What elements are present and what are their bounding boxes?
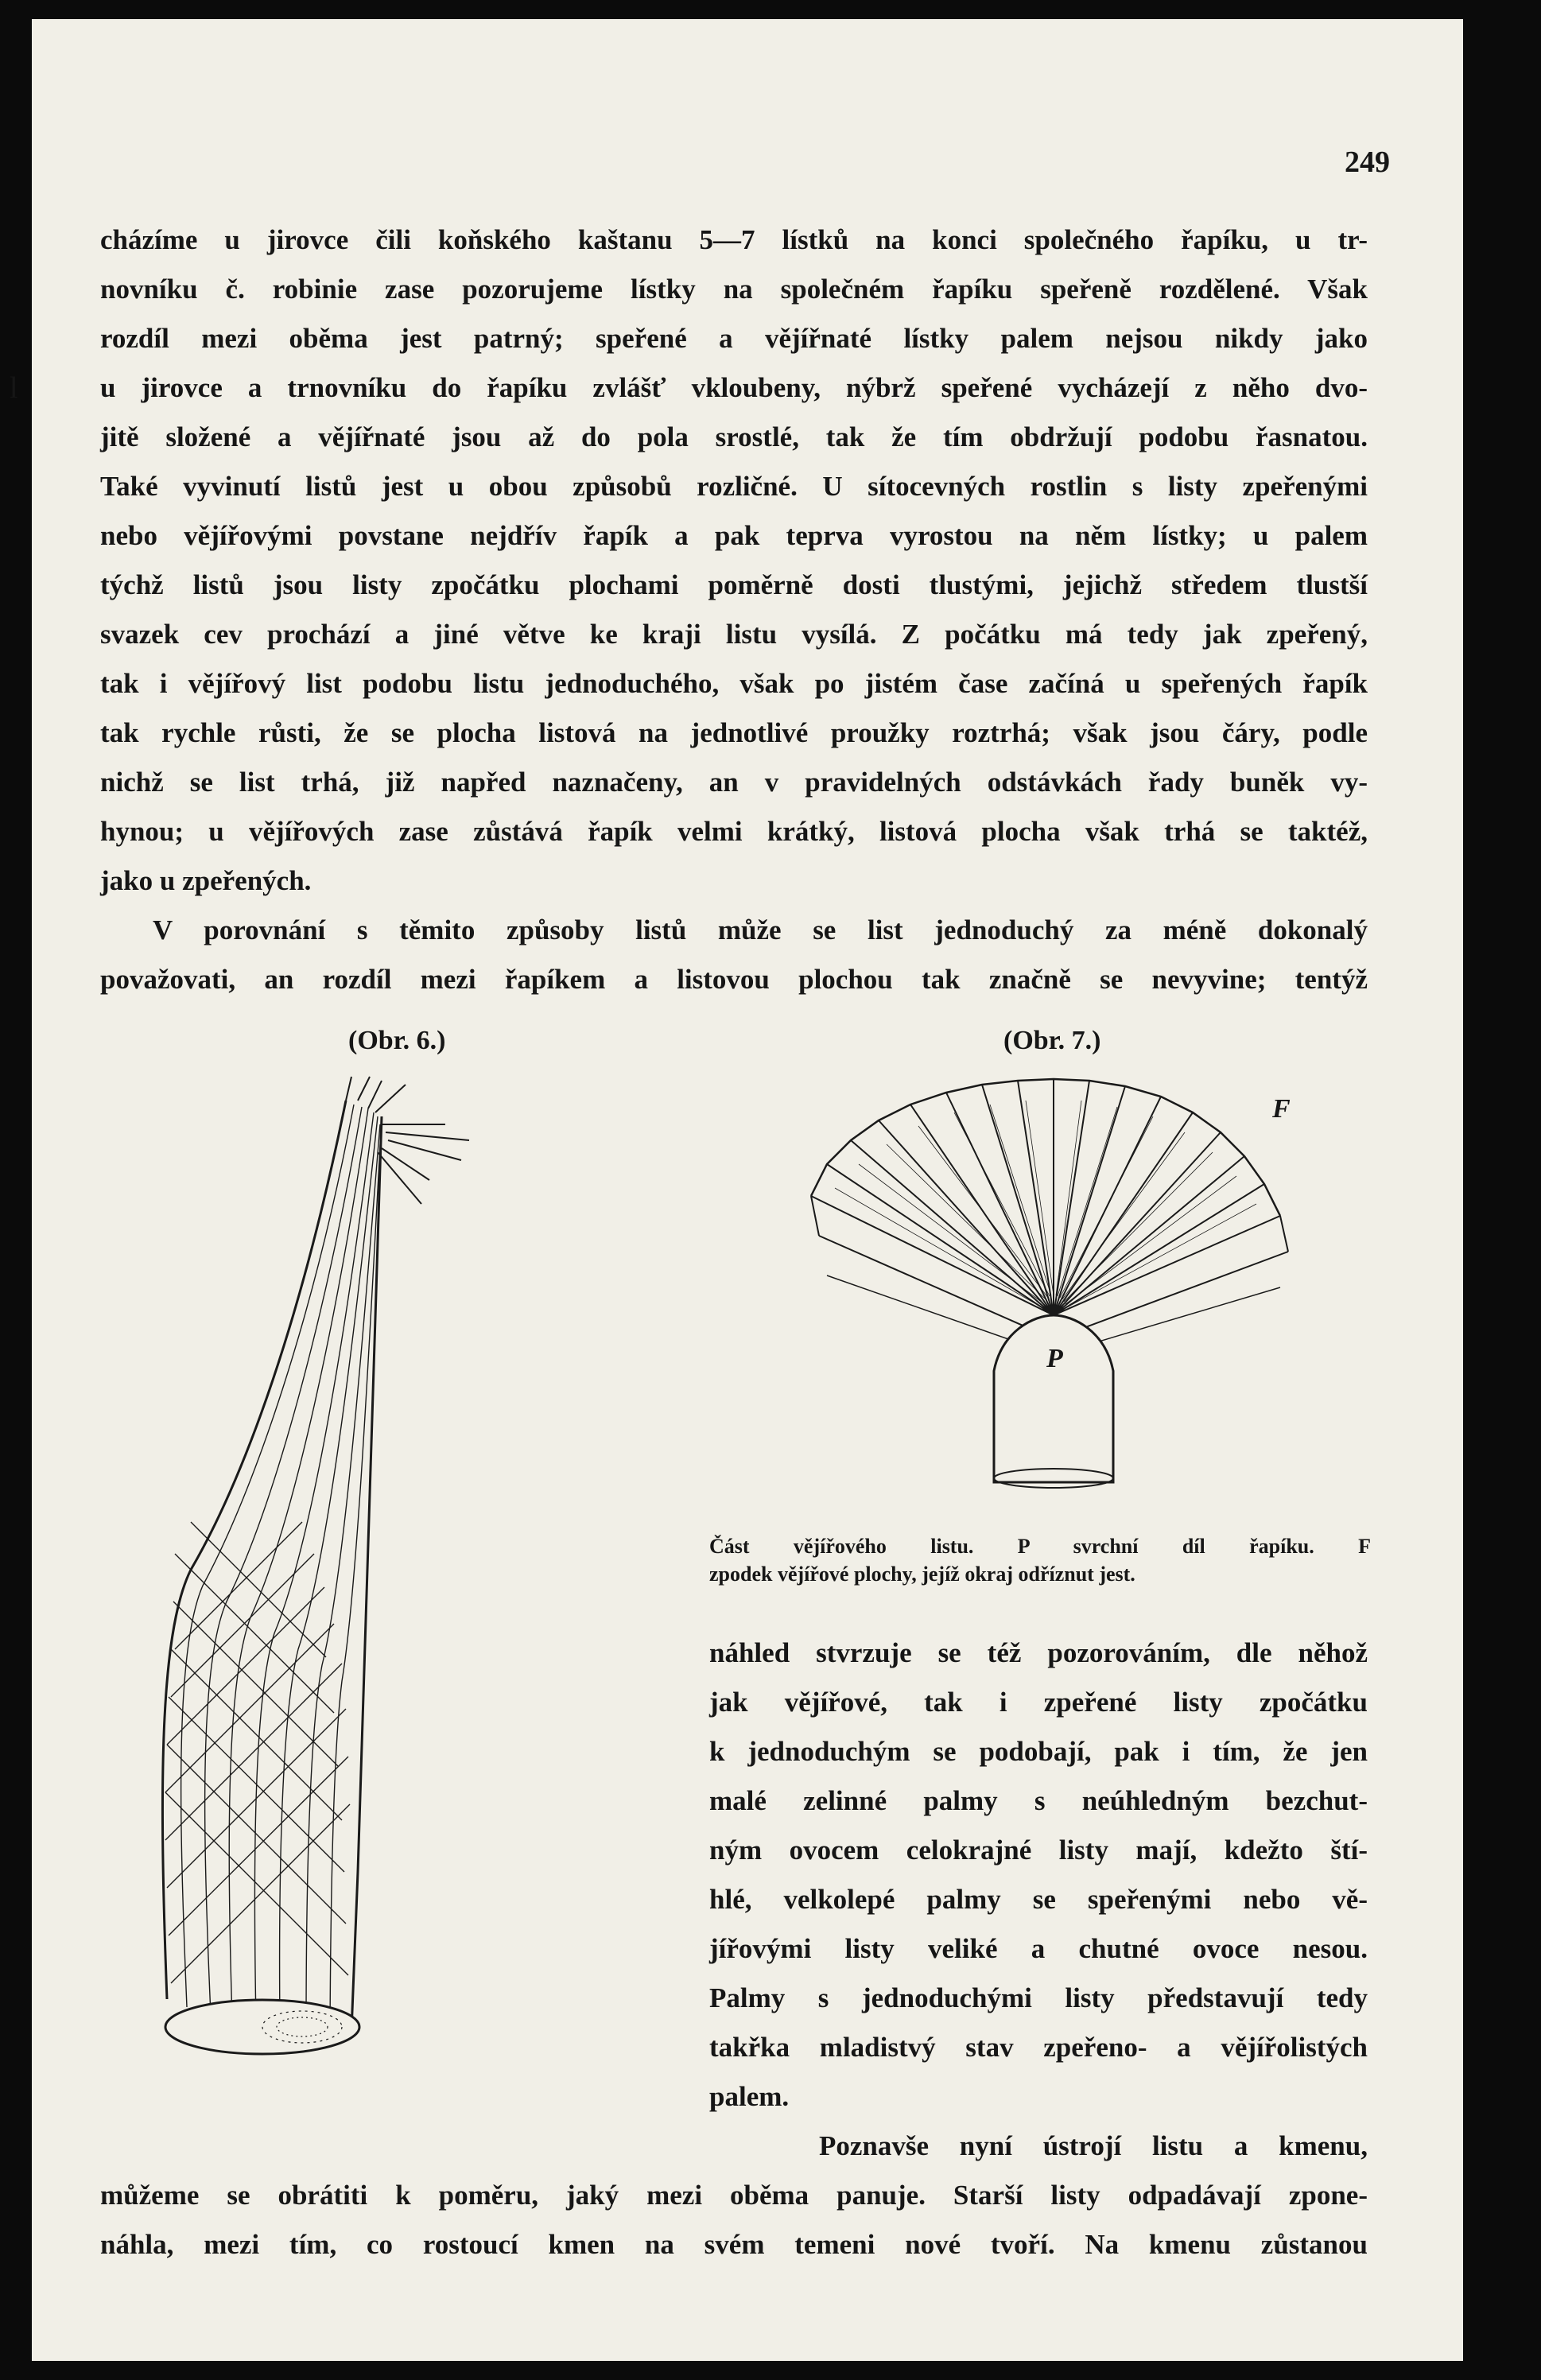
body-line: Také vyvinutí listů jest u obou způsobů rozličné. U sítocevných rostlin s listy zpeřenými — [100, 471, 1368, 502]
body-line: novníku č. robinie zase pozorujeme lístky na společném řapíku speřeně rozdělené. Však — [100, 274, 1368, 305]
body-line: ným ovocem celokrajné listy mají, kdežto ští- — [709, 1835, 1368, 1866]
margin-annotation: l — [10, 371, 18, 405]
body-line: jitě složené a vějířnaté jsou až do pola srostlé, tak že tím obdržují podobu řasnatou. — [100, 421, 1368, 452]
figure-7-letter-p: P — [1046, 1344, 1063, 1373]
body-line: Poznavše nyní ústrojí listu a kmenu, — [819, 2130, 1368, 2161]
body-line: k jednoduchým se podobají, pak i tím, že jen — [709, 1736, 1368, 1767]
body-line: tak i vějířový list podobu listu jednoduchého, však po jistém čase začíná u speřených řapík — [100, 668, 1368, 699]
body-line: takřka mladistvý stav zpeřeno- a vějířolistých — [709, 2032, 1368, 2063]
figure-7-illustration — [779, 1077, 1336, 1490]
figure-6-illustration — [143, 1077, 588, 2079]
body-line: považovati, an rozdíl mezi řapíkem a listovou plochou tak značně se nevyvine; tentýž — [100, 964, 1368, 995]
body-line: nebo vějířovými povstane nejdřív řapík a pak teprva vyrostou na něm lístky; u palem — [100, 520, 1368, 551]
body-line: nichž se list trhá, již napřed naznačeny, an v pravidelných odstávkách řady buněk vy- — [100, 767, 1368, 798]
book-page — [10, 19, 1463, 2361]
body-line: rozdíl mezi oběma jest patrný; speřené a vějířnaté lístky palem nejsou nikdy jako — [100, 323, 1368, 354]
body-line: Palmy s jednoduchými listy představují tedy — [709, 1982, 1368, 2013]
body-line: jířovými listy veliké a chutné ovoce nesou. — [709, 1933, 1368, 1964]
page-number: 249 — [1345, 146, 1390, 179]
body-line: hlé, velkolepé palmy se speřenými nebo vě- — [709, 1884, 1368, 1915]
figure-7-caption: zpodek vějířové plochy, jejíž okraj odříznut jest. — [709, 1563, 1135, 1586]
body-line: jako u zpeřených. — [100, 865, 312, 896]
body-line: cházíme u jirovce čili koňského kaštanu 5—7 lístků na konci společného řapíku, u tr- — [100, 224, 1368, 255]
figure-7-caption: Část vějířového listu. P svrchní díl řapíku. F — [709, 1535, 1371, 1558]
figure-6-label: (Obr. 6.) — [348, 1026, 446, 1055]
body-line: jak vějířové, tak i zpeřené listy zpočátku — [709, 1687, 1368, 1718]
body-line: náhla, mezi tím, co rostoucí kmen na svém temeni nové tvoří. Na kmenu zůstanou — [100, 2229, 1368, 2260]
figure-7-label: (Obr. 7.) — [1003, 1026, 1101, 1055]
body-line: malé zelinné palmy s neúhledným bezchut- — [709, 1785, 1368, 1816]
body-line: týchž listů jsou listy zpočátku plochami poměrně dosti tlustými, jejichž středem tlustší — [100, 569, 1368, 600]
body-line: můžeme se obrátiti k poměru, jaký mezi oběma panuje. Starší listy odpadávají zpone- — [100, 2180, 1368, 2211]
body-line: tak rychle růsti, že se plocha listová na jednotlivé proužky roztrhá; však jsou čáry, podle — [100, 717, 1368, 748]
body-line: V porovnání s těmito způsoby listů může se list jednoduchý za méně dokonalý — [153, 914, 1368, 945]
body-line: náhled stvrzuje se též pozorováním, dle něhož — [709, 1637, 1368, 1668]
body-line: svazek cev prochází a jiné větve ke kraji listu vysílá. Z počátku má tedy jak zpeřený, — [100, 619, 1368, 650]
figure-7-letter-f: F — [1272, 1094, 1291, 1124]
body-line: u jirovce a trnovníku do řapíku zvlášť vkloubeny, nýbrž speřené vycházejí z něho dvo- — [100, 372, 1368, 403]
body-line: palem. — [709, 2081, 790, 2112]
body-line: hynou; u vějířových zase zůstává řapík velmi krátký, listová plocha však trhá se taktéž, — [100, 816, 1368, 847]
